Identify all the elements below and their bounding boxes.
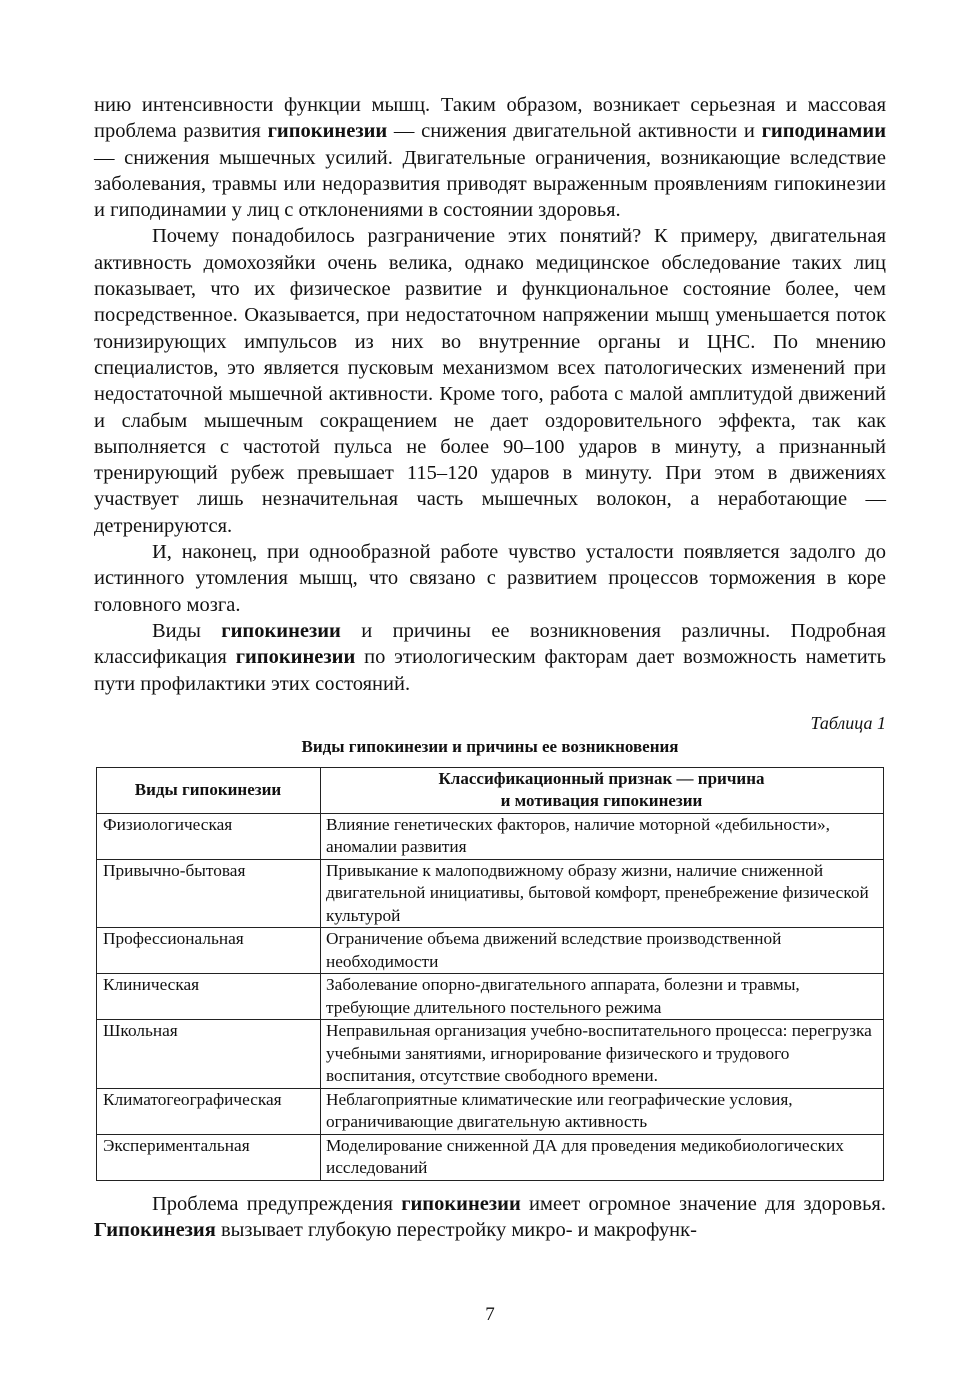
table-row	[97, 928, 884, 974]
header-kinds: Виды гипокинезии	[97, 767, 321, 813]
text-run: Проблема предупреждения	[152, 1192, 402, 1215]
paragraph	[94, 223, 886, 539]
table-row	[97, 974, 884, 1020]
text-run: и причины ее возникновения различны. Подробная классификация	[94, 619, 886, 669]
hypokinesia-table	[96, 767, 884, 1181]
text-run: Виды	[152, 619, 222, 642]
table-row	[97, 1088, 884, 1134]
bold-term: гипокинезии	[235, 646, 356, 669]
closing-paragraph-wrapper	[94, 1191, 886, 1244]
cell-kind: Клиническая	[97, 974, 321, 1020]
cell-kind: Привычно-бытовая	[97, 859, 321, 928]
bold-term: гиподинамии	[761, 120, 887, 143]
table-row	[97, 1134, 884, 1180]
page-content	[94, 92, 886, 1243]
header-classification	[321, 767, 884, 813]
bold-term: гипокинезии	[267, 120, 388, 143]
cell-cause: Заболевание опорно-двигательного аппарата, болезни и травмы, требующие длительного постельного режима	[321, 974, 884, 1020]
paragraph-after-table	[94, 1191, 886, 1244]
table-row	[97, 1020, 884, 1089]
header-classification-line1: Классификационный признак — причина	[438, 768, 765, 788]
text-run: вызывает глубокую перестройку микро- и макрофунк-	[215, 1219, 697, 1242]
cell-kind: Климатогеографическая	[97, 1088, 321, 1134]
cell-kind: Профессиональная	[97, 928, 321, 974]
header-classification-line2: и мотивация гипокинезии	[500, 791, 703, 811]
text-run: имеет огромное значение для здоровья.	[520, 1192, 886, 1215]
cell-kind: Физиологическая	[97, 813, 321, 859]
cell-cause: Моделирование сниженной ДА для проведения медикобиологических исследований	[321, 1134, 884, 1180]
paragraph	[94, 92, 886, 223]
text-run: по этиологическим факторам дает возможность наметить пути профилактики этих состояний.	[94, 646, 886, 695]
text-run: И, наконец, при однообразной работе чувство усталости появляется задолго до истинного утомления мышц, что связано с развитием процессов торможения в коре головного мозга.	[94, 541, 886, 616]
bold-term: Гипокинезия	[94, 1219, 216, 1242]
bold-term: гипокинезии	[221, 619, 341, 642]
bold-term: гипокинезии	[401, 1192, 521, 1215]
text-run: — снижения мышечных усилий. Двигательные ограничения, возникающие вследствие заболевания, травмы или недоразвития приводят выраженным проявлениям гипокинезии и гиподинамии у лиц с отклонениями в состоянии здоровья.	[94, 146, 886, 222]
table-caption: Таблица 1	[810, 712, 886, 733]
paragraph	[94, 539, 886, 618]
cell-kind: Школьная	[97, 1020, 321, 1089]
cell-cause: Неблагоприятные климатические или географические условия, ограничивающие двигательную активность	[321, 1088, 884, 1134]
table-row	[97, 813, 884, 859]
text-run: — снижения двигательной активности и	[387, 120, 762, 143]
body-text	[94, 92, 886, 697]
page-number: 7	[485, 1304, 495, 1325]
table-header-row	[97, 767, 884, 813]
paragraph	[94, 618, 886, 697]
cell-cause: Ограничение объема движений вследствие производственной необходимости	[321, 928, 884, 974]
cell-kind: Экспериментальная	[97, 1134, 321, 1180]
text-run: Почему понадобилось разграничение этих понятий? К примеру, двигательная активность домохозяйки очень велика, однако медицинское обследование таких лиц показывает, что их физическое развитие и функциональное состояние более, чем посредственное. Оказывается, при недостаточном напряжении мышц уменьшается поток тонизирующих импульсов из них во внутренние органы и ЦНС. По мнению специалистов, это является пусковым механизмом всех патологических изменений при недостаточной мышечной активности. Кроме того, работа с малой амплитудой движений и слабым мышечным сокращением не дает оздоровительного эффекта, так как выполняется с частотой пульса не более 90–100 ударов в минуту, а признанный тренирующий рубеж превышает 115–120 ударов в минуту. При этом в движениях участвует лишь незначительная часть мышечных волокон, а неработающие — детренируются.	[94, 225, 886, 537]
cell-cause: Влияние генетических факторов, наличие моторной «дебильности», аномалии развития	[321, 813, 884, 859]
cell-cause: Неправильная организация учебно-воспитательного процесса: перегрузка учебными занятиями, игнорирование физического и трудового воспитания, отсутствие свободного времени.	[321, 1020, 884, 1089]
cell-cause: Привыкание к малоподвижному образу жизни, наличие сниженной двигательной инициативы, бытовой комфорт, пренебрежение физической культурой	[321, 859, 884, 928]
text-run: нию интенсивности функции мышц. Таким образом, возникает серьезная и массовая проблема развития	[94, 94, 886, 143]
table-row	[97, 859, 884, 928]
table-title: Виды гипокинезии и причины ее возникновения	[301, 736, 679, 756]
